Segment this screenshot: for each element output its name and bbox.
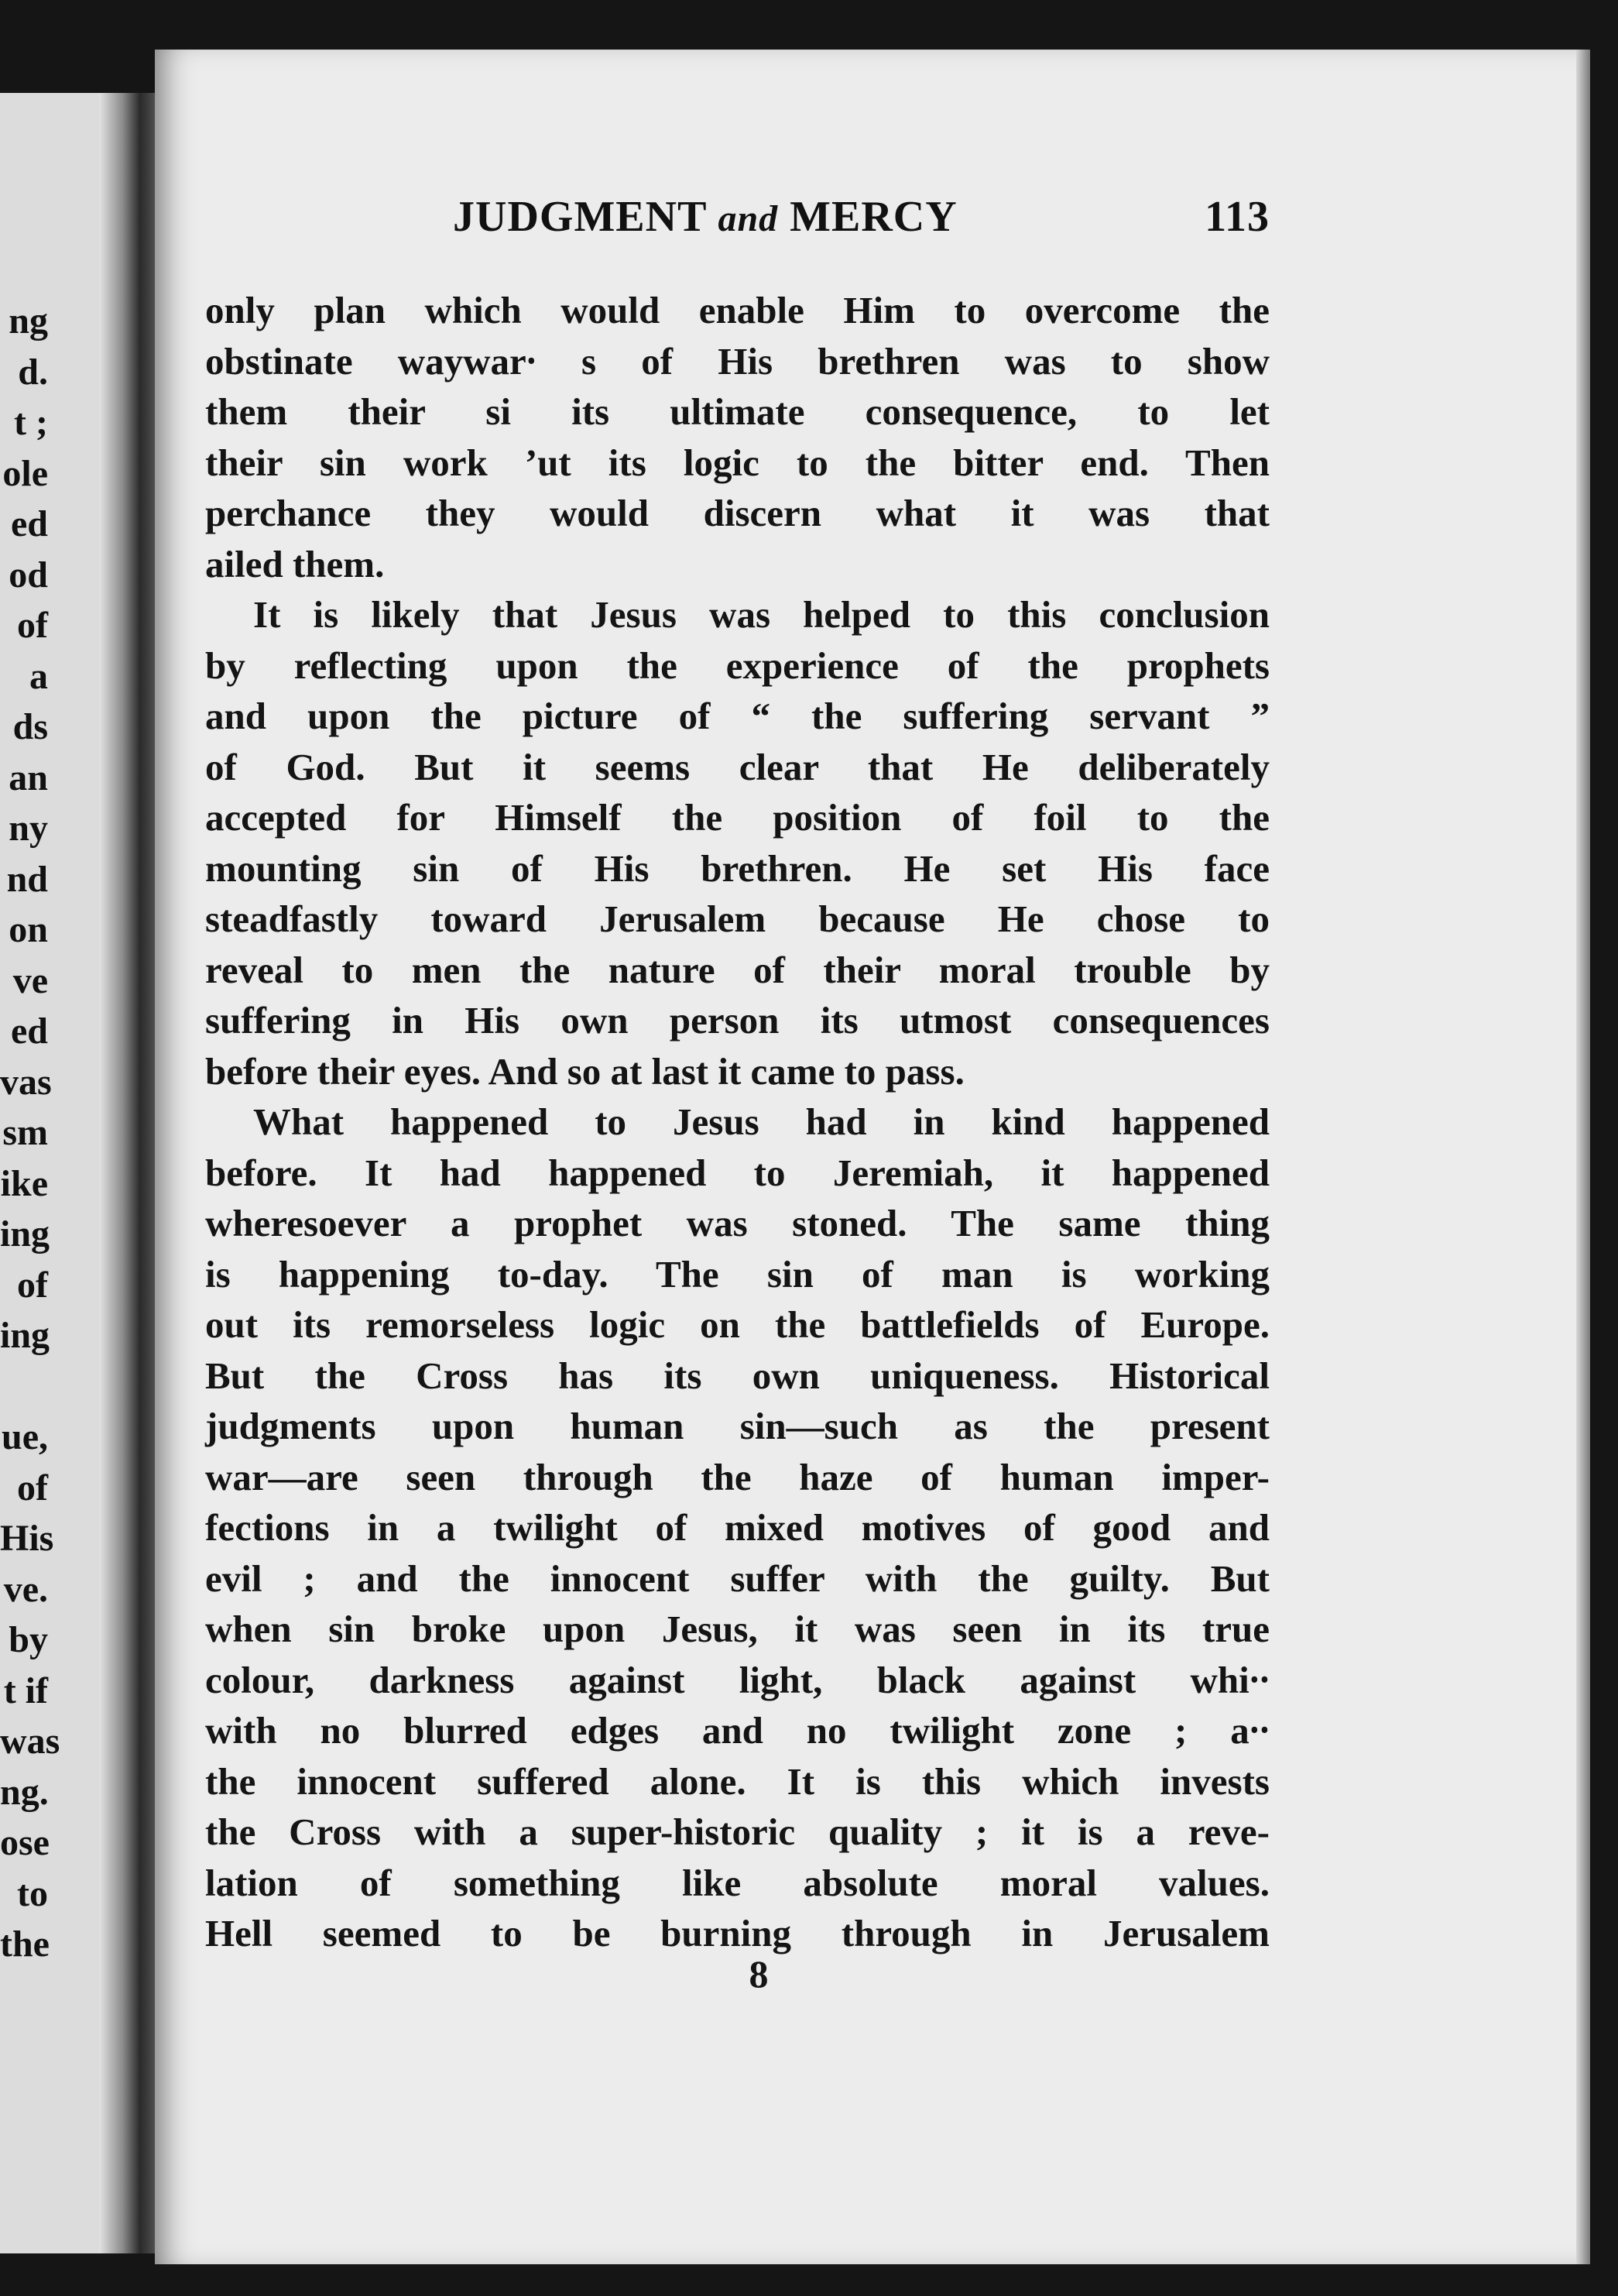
- text-line: ailed them.: [205, 542, 385, 585]
- title-part-2: MERCY: [790, 193, 958, 241]
- facing-page-fragment: ds: [12, 706, 48, 747]
- facing-page-fragment: sm: [2, 1112, 48, 1153]
- signature-mark: 8: [749, 1952, 769, 1996]
- facing-page-fragment: d.: [18, 351, 48, 393]
- facing-page-fragment: nd: [6, 858, 48, 900]
- page-number: 113: [1205, 193, 1270, 241]
- facing-page-fragment: ve.: [3, 1568, 48, 1610]
- page-edge: [1576, 50, 1590, 2264]
- facing-page-fragment: ing: [0, 1315, 50, 1356]
- text-line: wheresoever a prophet was stoned. The same thing: [205, 1202, 1270, 1244]
- text-line: war—are seen through the haze of human imper-: [205, 1455, 1270, 1498]
- text-line: obstinate waywar⸱ s of His brethren was to show: [205, 339, 1270, 383]
- text-line: Hell seemed to be burning through in Jerusalem: [205, 1912, 1270, 1955]
- text-line: judgments upon human sin—such as the present: [205, 1405, 1270, 1447]
- facing-page-fragment: on: [9, 909, 48, 950]
- facing-page-fragment: ing: [0, 1213, 50, 1254]
- facing-page-fragment: od: [9, 554, 48, 595]
- text-line: before. It had happened to Jeremiah, it happened: [205, 1151, 1270, 1194]
- text-line: the innocent suffered alone. It is this which invests: [205, 1759, 1270, 1803]
- facing-page-fragment: of: [17, 1467, 48, 1508]
- text-line: by reflecting upon the experience of the prophets: [205, 643, 1270, 687]
- facing-page-fragment: ike: [0, 1162, 48, 1204]
- text-line: It is likely that Jesus was helped to this conclusion: [253, 593, 1270, 636]
- text-line: perchance they would discern what it was that: [205, 492, 1270, 534]
- facing-page-fragment: the: [0, 1924, 50, 1965]
- running-head: [453, 192, 1270, 254]
- facing-page-fragment: His: [0, 1518, 54, 1559]
- facing-page-fragment: [0, 1361, 48, 1412]
- text-line: reveal to men the nature of their moral trouble by: [205, 948, 1270, 991]
- text-line: colour, darkness against light, black against whi⸱⸱: [205, 1658, 1270, 1701]
- facing-page-fragment: ole: [2, 452, 48, 494]
- text-line: fections in a twilight of mixed motives of good and: [205, 1506, 1270, 1549]
- title-part-1: JUDGMENT: [453, 193, 707, 241]
- facing-page-fragment: was: [0, 1721, 60, 1762]
- facing-page-fragment: ed: [11, 1011, 48, 1052]
- body-text: [205, 285, 1270, 1959]
- text-line: But the Cross has its own uniqueness. Historical: [205, 1354, 1270, 1397]
- text-line: evil ; and the innocent suffer with the guilty. But: [205, 1556, 1270, 1600]
- text-line: What happened to Jesus had in kind happened: [253, 1100, 1270, 1143]
- text-line: lation of something like absolute moral values.: [205, 1861, 1270, 1904]
- text-line: steadfastly toward Jerusalem because He chose to: [205, 897, 1270, 940]
- facing-page-fragment: vas: [0, 1061, 52, 1103]
- facing-page-fragment: by: [9, 1619, 48, 1660]
- facing-page-fragment: ng: [9, 300, 48, 341]
- facing-page-fragment: t if: [3, 1670, 48, 1711]
- text-line: mounting sin of His brethren. He set His face: [205, 846, 1270, 890]
- text-line: and upon the picture of “ the suffering servant ”: [205, 695, 1270, 737]
- text-line: only plan which would enable Him to overcome the: [205, 289, 1270, 331]
- facing-page-fragment: ve: [12, 959, 48, 1001]
- text-line: of God. But it seems clear that He deliberately: [205, 745, 1270, 788]
- facing-page-fragment: of: [17, 605, 48, 646]
- facing-page-fragment: of: [17, 1264, 48, 1306]
- text-line: suffering in His own person its utmost consequences: [205, 999, 1270, 1042]
- facing-page-fragment: ue,: [2, 1416, 48, 1457]
- text-line: them their si its ultimate consequence, to let: [205, 390, 1270, 433]
- running-head-title: [453, 192, 958, 242]
- text-line: with no blurred edges and no twilight zone ; a⸱⸱: [205, 1709, 1270, 1752]
- text-line: accepted for Himself the position of foil to the: [205, 796, 1270, 839]
- facing-page-fragment: t ;: [14, 402, 48, 443]
- facing-page-fragment: an: [9, 757, 48, 798]
- text-line: when sin broke upon Jesus, it was seen in its true: [205, 1608, 1270, 1650]
- text-line: is happening to-day. The sin of man is working: [205, 1252, 1270, 1296]
- facing-page-fragment: ed: [11, 503, 48, 544]
- text-line: out its remorseless logic on the battlefields of Europe.: [205, 1303, 1270, 1346]
- facing-page-fragment: ose: [0, 1822, 50, 1863]
- facing-page-fragment: to: [17, 1872, 48, 1914]
- title-connector: and: [718, 198, 779, 239]
- text-line: the Cross with a super-historic quality ; it is a reve-: [205, 1810, 1270, 1853]
- facing-page-fragment: ng.: [0, 1771, 49, 1813]
- text-line: their sin work ʼut its logic to the bitter end. Then: [205, 441, 1270, 484]
- facing-page-fragment: ny: [9, 808, 48, 849]
- facing-page-fragment: a: [29, 655, 48, 697]
- text-line: before their eyes. And so at last it came to pass.: [205, 1049, 965, 1093]
